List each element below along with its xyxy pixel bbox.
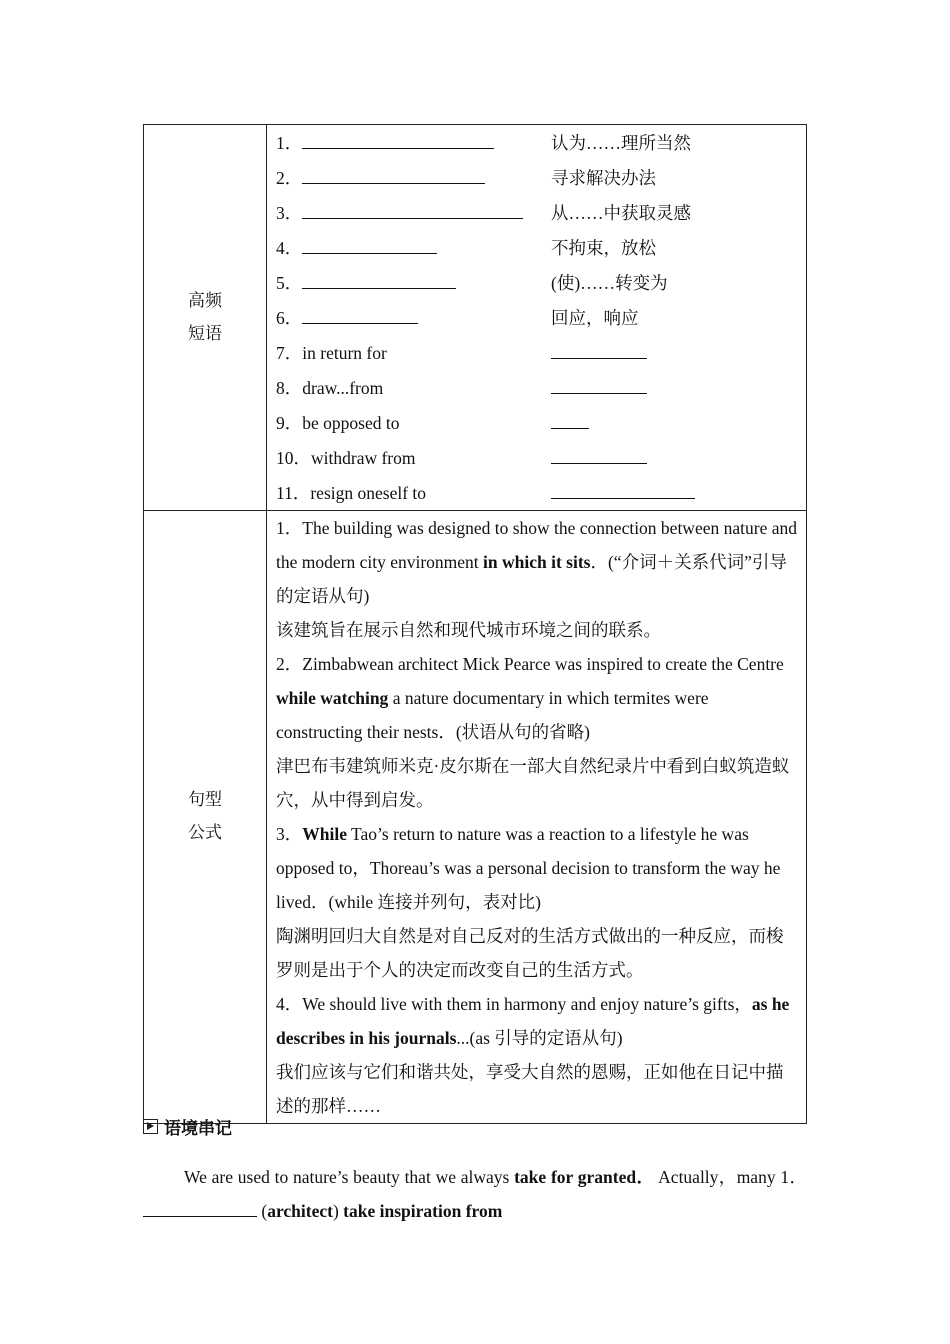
phrase-number: 10．	[276, 448, 311, 468]
sentences-label-line2: 公式	[188, 823, 222, 843]
phrase-english: draw...from	[302, 378, 384, 398]
phrase-item	[276, 125, 798, 160]
phrase-item	[276, 230, 798, 265]
sentence-chinese: 津巴布韦建筑师米克·皮尔斯在一部大自然纪录片中看到白蚁筑造蚁穴，从中得到启发。	[276, 756, 790, 810]
answer-blank[interactable]	[302, 167, 485, 184]
phrases-row	[144, 125, 807, 511]
answer-blank[interactable]	[143, 1200, 257, 1217]
sentence-highlight: as he describes in his journals	[276, 994, 790, 1048]
phrase-number: 3．	[276, 203, 303, 223]
answer-blank[interactable]	[302, 202, 523, 219]
sentences-label-line1: 句型	[188, 790, 222, 810]
sentence-chinese: 我们应该与它们和谐共处，享受大自然的恩赐，正如他在日记中描述的那样……	[276, 1062, 784, 1116]
phrase-number: 7．	[276, 343, 303, 363]
context-hint-word: architect	[267, 1200, 333, 1221]
sentence-chinese: 陶渊明回归大自然是对自己反对的生活方式做出的一种反应，而梭罗则是出于个人的决定而改变自己的生活方式。	[276, 926, 784, 980]
answer-blank[interactable]	[551, 412, 589, 429]
phrase-meaning: 寻求解决办法	[551, 168, 656, 188]
sentence-english: 2．Zimbabwean architect Mick Pearce was inspired to create the Centre while watching a nature documentary in which termites were constructing their nests．(状语从句的省略)	[276, 654, 784, 742]
phrase-meaning: 认为……理所当然	[551, 133, 691, 153]
phrase-meaning: 不拘束，放松	[551, 238, 656, 258]
phrases-list	[267, 125, 807, 511]
context-paragraph: We are used to nature’s beauty that we always take for granted． Actually，many 1． (architect) take inspiration from	[143, 1160, 807, 1228]
phrase-number: 11．	[276, 483, 311, 503]
sentence-english: 1．The building was designed to show the connection between nature and the modern city environment in which it sits．(“介词＋关系代词”引导的定语从句)	[276, 518, 797, 606]
context-bold-phrase: take inspiration from	[343, 1200, 503, 1221]
phrase-item	[276, 265, 798, 300]
sentence-chinese: 该建筑旨在展示自然和现代城市环境之间的联系。	[276, 620, 661, 640]
sentence-highlight: in which it sits	[483, 552, 591, 572]
context-heading-text: 语境串记	[164, 1118, 232, 1139]
phrases-label-cell	[144, 125, 267, 511]
phrase-number: 9．	[276, 413, 303, 433]
phrase-number: 1．	[276, 133, 303, 153]
context-bold-phrase: take for granted．	[514, 1166, 655, 1187]
phrase-number: 5．	[276, 273, 303, 293]
answer-blank[interactable]	[551, 447, 647, 464]
sentence-highlight: While	[302, 824, 347, 844]
answer-blank[interactable]	[551, 482, 695, 499]
answer-blank[interactable]	[302, 237, 437, 254]
phrase-item	[276, 440, 798, 475]
context-heading	[143, 1114, 232, 1138]
phrase-english: withdraw from	[311, 448, 416, 468]
phrase-item	[276, 195, 798, 230]
phrase-meaning: 从……中获取灵感	[551, 203, 691, 223]
sentence-highlight: while watching	[276, 688, 389, 708]
phrase-item	[276, 475, 798, 510]
play-triangle-icon	[143, 1119, 158, 1134]
phrase-item	[276, 160, 798, 195]
phrase-item	[276, 300, 798, 335]
phrases-label-line1: 高频	[188, 290, 222, 311]
phrase-number: 6．	[276, 308, 303, 328]
phrase-english: resign oneself to	[310, 483, 427, 503]
phrases-label-line2: 短语	[188, 323, 222, 344]
phrase-meaning: (使)……转变为	[551, 273, 668, 293]
answer-blank[interactable]	[551, 377, 647, 394]
sentences-row	[144, 511, 807, 1124]
sentences-label-cell	[144, 511, 267, 1124]
sentence-english: 3．While Tao’s return to nature was a reaction to a lifestyle he was opposed to，Thoreau’s was a personal decision to transform the way he lived．(while 连接并列句，表对比)	[276, 824, 781, 912]
answer-blank[interactable]	[302, 307, 418, 324]
sentence-english: 4．We should live with them in harmony and enjoy nature’s gifts，as he describes in his journals...(as 引导的定语从句)	[276, 994, 790, 1048]
phrase-english: be opposed to	[302, 413, 400, 433]
answer-blank[interactable]	[551, 342, 647, 359]
study-table	[143, 124, 807, 1124]
phrase-item	[276, 405, 798, 440]
phrase-number: 2．	[276, 168, 303, 188]
phrase-number: 8．	[276, 378, 303, 398]
phrase-english: in return for	[302, 343, 387, 363]
answer-blank[interactable]	[302, 272, 456, 289]
answer-blank[interactable]	[302, 132, 494, 149]
phrase-item	[276, 370, 798, 405]
sentences-list	[267, 511, 807, 1124]
phrase-item	[276, 335, 798, 370]
phrase-number: 4．	[276, 238, 303, 258]
phrase-meaning: 回应，响应	[551, 308, 639, 328]
